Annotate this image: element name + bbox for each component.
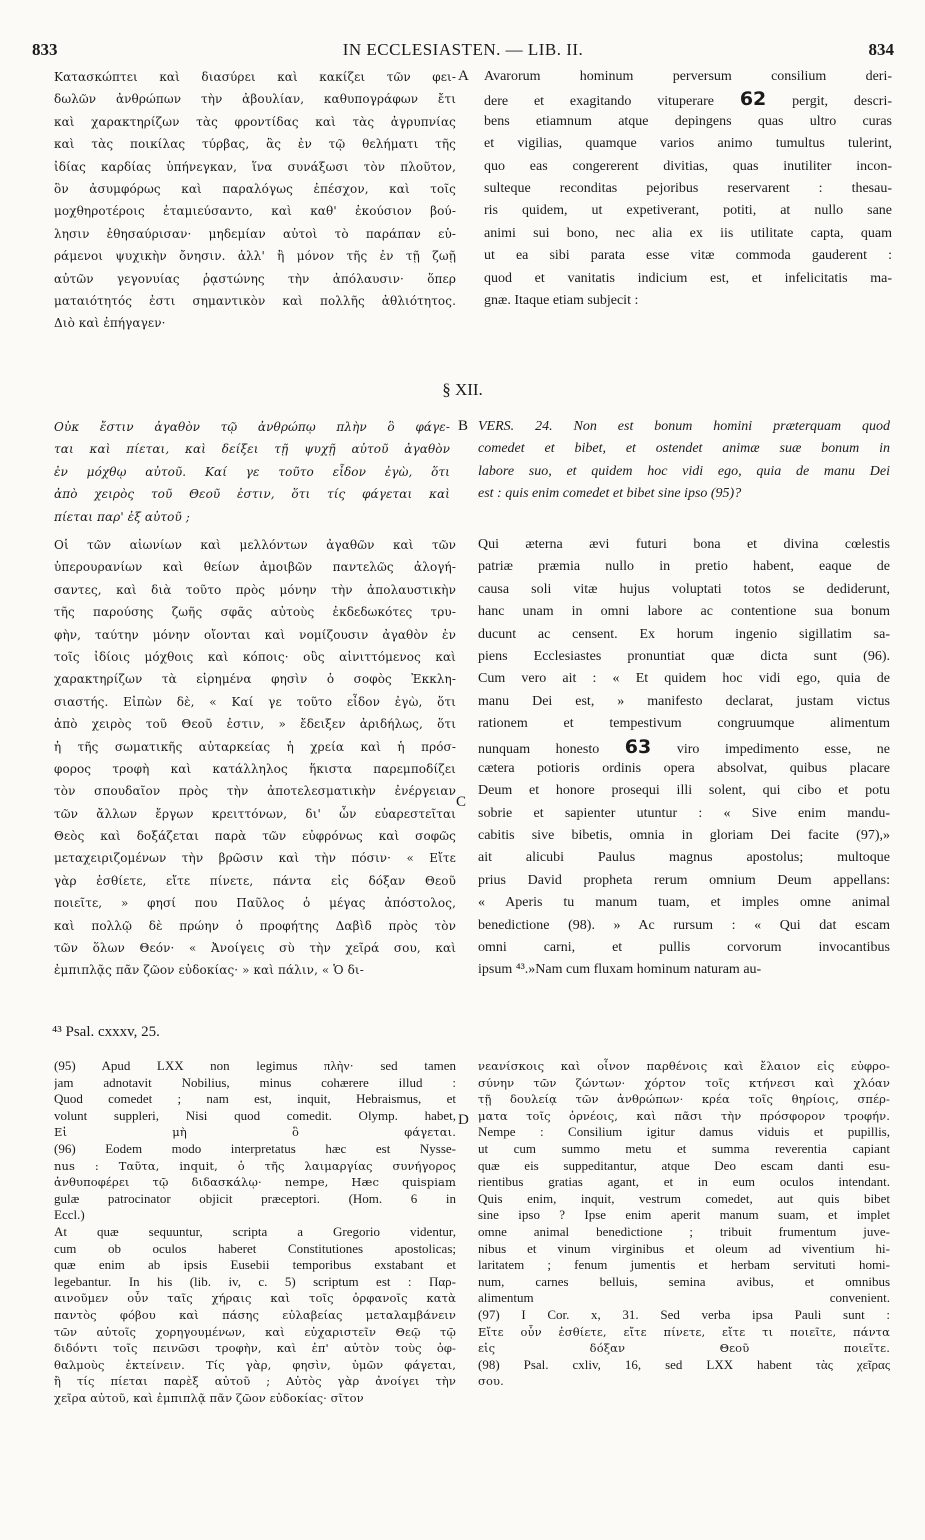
- text-line: ἀπὸ χειρὸς τοῦ Θεοῦ ἐστιν, ὅτι τίς φάγεται καὶ: [54, 487, 450, 502]
- text-line: Quod comedet ; nam est, inquit, Hebraismus, et: [54, 1091, 456, 1107]
- text-line: τὸν σπουδαῖον πρὸς τὴν ἀποτελεσματικὴν ἐνέργειαν: [54, 784, 456, 799]
- text-line: ται καὶ πίεται, καὶ δείξει τῇ ψυχῇ αὐτοῦ ἀγαθὸν: [54, 442, 450, 457]
- text-line: Εἴτε οὖν ἐσθίετε, εἴτε πίνετε, εἴτε τι ποιεῖτε, πάντα: [478, 1324, 890, 1339]
- original-page-number: 63: [624, 735, 652, 758]
- top-latin-column: [484, 66, 892, 312]
- text-line: quod et vanitatis indicium est, et infelicitatis ma-: [484, 270, 892, 286]
- verse-greek-column: [54, 416, 450, 528]
- text-line: ἀνθυποφέρει τῷ διδασκάλῳ· nempe, Hæc quispiam: [54, 1175, 456, 1190]
- text-line: ἐν μόχθῳ αὐτοῦ. Καί γε τοῦτο εἶδον ἐγὼ, ὅτι: [54, 464, 450, 479]
- text-line: τῶν αὐτοῖς χορηγουμένων, καὶ εὐχαριστεῖν Θεῷ τῷ: [54, 1324, 456, 1339]
- text-line: χαρακτηρίζων τὰ εἰρημένα φησὶν ὁ σοφὸς Ἐκκλη-: [54, 672, 456, 687]
- text-line: Θεὸς καὶ δοξάζεται παρὰ τῶν εὐφρόνως καὶ σοφῶς: [54, 829, 456, 844]
- text-line: αὐτῶν γεγονυίας ῥᾳστώνης τὴν ἀπόλαυσιν· ὅπερ: [54, 271, 456, 286]
- text-line: comedet et bibet, et ostendet animæ suæ bonum in: [478, 441, 890, 457]
- text-line: τοῖς ἰδίοις μόχθοις καὶ κόποις· οὓς αἰνιττόμενος καὶ: [54, 649, 456, 664]
- text-line: omni carni, et pullis corvorum invocantibus: [478, 940, 890, 956]
- margin-letter-a: A: [458, 68, 469, 84]
- text-line: ait alicubi Paulus magnus apostolus; multoque: [478, 850, 890, 866]
- text-line: ἐμπιπλᾷς πᾶν ζῶον εὐδοκίας· » καὶ πάλιν, « Ὁ δι-: [54, 963, 364, 978]
- text-line: σιαστής. Εἰπὼν δὲ, « Καί γε τοῦτο εἶδον ἐγὼ, ὅτι: [54, 694, 456, 709]
- text-line: laritatem ; fenum jumentis et herbam servituti homi-: [478, 1257, 890, 1273]
- text-line: αινοῦμεν οὖν ταῖς χήραις καὶ τοῖς ὀρφανοῖς κατὰ: [54, 1291, 456, 1306]
- text-line: Κατασκώπτει καὶ διασύρει καὶ κακίζει τῶν φει-: [54, 70, 456, 84]
- margin-letter-b: B: [458, 418, 469, 434]
- text-line: μοχθηροτέροις ἐταμιεύσαντο, καὶ καθ' ἑκούσιον βού-: [54, 204, 456, 219]
- page-number-right: 834: [868, 40, 894, 59]
- text-line: τῇ δουλείᾳ τῶν ἀνθρώπων· κρέα τοῖς θηρίοις, σπέρ-: [478, 1092, 890, 1107]
- text-line: ducunt ac censent. Ex horum ingenio sigillatim sa-: [478, 626, 890, 642]
- text-line: sulteque reconditas pejoribus reservarent : thesau-: [484, 180, 892, 196]
- text-line: ris quidem, ut expetiverant, potiti, at nullo sane: [484, 203, 892, 219]
- text-line: φορος τροφὴ καὶ κατάλληλος ἥκιστα παρεμποδίζει: [54, 761, 456, 776]
- text-line: rationem et tempestivum congruumque alimentum: [478, 716, 890, 732]
- text-line: alimentum convenient.: [478, 1290, 890, 1306]
- text-line: labore suo, et quidem hoc vidi ego, quia de manu Dei: [478, 463, 890, 479]
- text-line: (98) Psal. cxliv, 16, sed LXX habent τὰς χεῖρας: [478, 1356, 890, 1372]
- text-line: νεανίσκοις καὶ οἶνον παρθένοις καὶ ἔλαιον εἰς εὐφρο-: [478, 1059, 890, 1073]
- text-line: χεῖρα αὐτοῦ, καὶ ἐμπιπλᾷ πᾶν ζῶον εὐδοκίας· σῖτον: [54, 1390, 364, 1405]
- text-line: prius David propheta rerum omnium Deum appellans:: [478, 872, 890, 888]
- text-line: σαντες, καὶ διὰ τοῦτο πρὸς μόνην τὴν ἀπολαυστικὴν: [54, 582, 456, 597]
- text-line: τῶν ὅλων Θεόν· « Ἀνοίγεις σὺ τὴν χεῖρά σου, καὶ: [54, 941, 456, 956]
- text-line: (96) Eodem modo interpretatus hæc est Nysse-: [54, 1140, 456, 1156]
- text-line: Eccl.): [54, 1207, 85, 1223]
- text-line: cætera potioris ordinis opera absolvat, quibus placare: [478, 760, 890, 776]
- text-line: nunquam honesto 63 viro impedimento esse, ne: [478, 735, 890, 758]
- text-line: VERS. 24. Non est bonum homini præterquam quod: [478, 419, 890, 434]
- original-page-number: 62: [739, 88, 767, 111]
- text-line: num, carnes belluis, semina avibus, et omnibus: [478, 1273, 890, 1289]
- text-line: θαλμοὺς ἐκτείνειν. Τίς γὰρ, φησὶν, ὑμῶν φάγεται,: [54, 1357, 456, 1372]
- text-line: animi sui bono, nec alia ex iis utilitate capta, quam: [484, 225, 892, 241]
- text-line: cum ob oculos haberet Constitutiones apostolicas;: [54, 1240, 456, 1256]
- text-line: σου.: [478, 1374, 504, 1389]
- text-line: ὑπερουρανίων καὶ θείων ἀμοιβῶν παντελῶς ἀλογή-: [54, 560, 456, 575]
- text-line: benedictione (98). » Ac rursum : « Qui dat escam: [478, 917, 890, 933]
- text-line: bens etiamnum atque depingens quas ultro curas: [484, 113, 892, 129]
- text-line: quæ enim ab ipsis Eusebii temporibus exstabant et: [54, 1257, 456, 1273]
- section-heading: § XII.: [442, 380, 483, 399]
- text-line: dere et exagitando vituperare 62 pergit, descri-: [484, 88, 892, 111]
- text-line: γὰρ ἐσθίετε, εἴτε πίνετε, πάντα εἰς δόξαν Θεοῦ: [54, 873, 456, 888]
- text-line: ut ea sibi parata esse vitæ commoda gauderent :: [484, 248, 892, 264]
- text-line: λησιν ἐθησαύρισαν· μηδεμίαν αὐτοὶ τὸ παράπαν εὑ-: [54, 226, 456, 241]
- running-title: IN ECCLESIASTEN. — LIB. II.: [342, 40, 584, 59]
- psalm-reference: ⁴³ Psal. cxxxv, 25.: [52, 1024, 160, 1040]
- footnotes-right-column: [478, 1058, 890, 1390]
- running-header: [32, 40, 894, 62]
- text-line: Οὐκ ἔστιν ἀγαθὸν τῷ ἀνθρώπῳ πλὴν ὃ φάγε-: [54, 420, 450, 434]
- text-line: patriæ præmia nullo in pretio habent, eaque de: [478, 559, 890, 575]
- text-line: gulæ patrocinator objicit præceptori. (Hom. 6 in: [54, 1190, 456, 1206]
- text-line: « Aperis tu manum tuam, et imples omne animal: [478, 895, 890, 911]
- text-line: διδόντι τοῖς πεινῶσι τροφὴν, καὶ ἐπ' αὐτὸν τοὺς ὀφ-: [54, 1341, 456, 1356]
- text-line: manu Dei est, » manifesto declarat, justam victus: [478, 693, 890, 709]
- text-line: καὶ τὰς ποικίλας τύρβας, ἃς ἐν τῷ θελήματι τῆς: [54, 137, 456, 152]
- text-line: τῶν ἄλλων ἔργων κρειττόνων, δι' ὧν εὐαρεστεῖται: [54, 806, 456, 821]
- text-line: gnæ. Itaque etiam subjecit :: [484, 292, 639, 308]
- text-line: ματαιότητός ἐστι σημαντικὸν καὶ πολλῆς ἀθλιότητος.: [54, 293, 456, 308]
- text-line: ἢ τίς πίεται παρὲξ αὐτοῦ ; Αὐτὸς γὰρ ἀνοίγει τὴν: [54, 1374, 456, 1389]
- text-line: jam adnotavit Nobilius, minus cohærere illud :: [54, 1074, 456, 1090]
- text-line: ipsum ⁴³.»Nam cum fluxam hominum naturam au-: [478, 962, 762, 978]
- margin-letter-c: C: [456, 794, 467, 810]
- text-line: μεταχειριζομένων τὴν βρῶσιν καὶ τὴν πόσιν· « Εἴτε: [54, 851, 456, 866]
- text-line: Deum et honore prosequi illi solent, qui cibo et potu: [478, 783, 890, 799]
- text-line: παντὸς φόβου καὶ πάσης εὐλαβείας μεταλαμβάνειν: [54, 1307, 456, 1322]
- text-line: sobrie et sapienter utuntur : « Sive enim mandu-: [478, 805, 890, 821]
- text-line: Εἰ μὴ ὃ φάγεται.: [54, 1125, 456, 1140]
- text-line: nibus et vinum virginibus et oleum ad viventium hi-: [478, 1240, 890, 1256]
- text-line: quæ eis suppeditantur, atque Deo escam danti esu-: [478, 1157, 890, 1173]
- page-number-left: 833: [32, 40, 58, 59]
- text-line: Cum vero ait : « Et quidem hoc vidi ego, quia de: [478, 671, 890, 687]
- text-line: causa soli vitæ hujus voluptati totos se dediderunt,: [478, 581, 890, 597]
- text-line: καὶ πολλῷ δὲ πρώην ὁ προφήτης Δαβὶδ πρὸς τὸν: [54, 918, 456, 933]
- text-line: ἡ τῆς σωματικῆς αὐταρκείας ἡ χρεία καὶ ἡ πρόσ-: [54, 739, 456, 754]
- text-line: εἰς δόξαν Θεοῦ ποιεῖτε.: [478, 1341, 890, 1356]
- text-line: est : quis enim comedet et bibet sine ipso (95)?: [478, 486, 742, 502]
- text-line: Quis enim, inquit, vestrum comedet, aut quis bibet: [478, 1190, 890, 1206]
- footnotes-left-column: [54, 1058, 456, 1406]
- text-line: Οἱ τῶν αἰωνίων καὶ μελλόντων ἀγαθῶν καὶ τῶν: [54, 538, 456, 552]
- text-line: Avarorum hominum perversum consilium deri-: [484, 69, 892, 84]
- text-line: omne animal benedictione ; tribuit frumentum juve-: [478, 1223, 890, 1239]
- text-line: rientibus gratias agant, et in eum oculos intendant.: [478, 1174, 890, 1190]
- text-line: Διὸ καὶ ἐπήγαγεν·: [54, 316, 166, 331]
- top-greek-column: [54, 66, 456, 335]
- text-line: Qui æterna ævi futuri bona et divina cœlestis: [478, 537, 890, 552]
- text-line: At quæ sequuntur, scripta a Gregorio videntur,: [54, 1223, 456, 1239]
- text-line: Nempe : Consilium igitur damus viduis et pupillis,: [478, 1124, 890, 1140]
- text-line: πίεται παρ' ἐξ αὐτοῦ ;: [54, 509, 190, 524]
- text-line: et vigilias, quamque varios animo tumultus tulerint,: [484, 136, 892, 152]
- text-line: (97) I Cor. x, 31. Sed verba ipsa Pauli sunt :: [478, 1306, 890, 1322]
- text-line: cabitis sive bibetis, omnia in gloriam Dei facite (97),»: [478, 828, 890, 844]
- text-line: nus : Ταῦτα, inquit, ὁ τῆς λαιμαργίας συνήγορος: [54, 1158, 456, 1173]
- text-line: ματα τοῖς ὀρνέοις, καὶ πᾶσι τὴν πρόσφορον τροφήν.: [478, 1108, 890, 1123]
- text-line: volunt suppleri, Nisi quod comedit. Olymp. habet,: [54, 1107, 456, 1123]
- text-line: ὃν ἀσυμφόρως καὶ παραλόγως ἐπέσχον, καὶ τοῖς: [54, 181, 456, 196]
- text-line: καὶ χαρακτηρίζων τὰς φροντίδας καὶ τὰς ἀγρυπνίας: [54, 114, 456, 129]
- body-latin-column: [478, 534, 890, 982]
- body-greek-column: [54, 534, 456, 982]
- text-line: (95) Apud LXX non legimus πλὴν· sed tamen: [54, 1058, 456, 1073]
- text-line: ἰδίας καρδίας ὑπήνεγκαν, ἵνα συνάξωσι τὸν πλοῦτον,: [54, 159, 456, 174]
- text-line: hanc unam in omni labore ac contentione sua bonum: [478, 604, 890, 620]
- text-line: sine ipso ? Ipse enim aperit manum suam, et implet: [478, 1207, 890, 1223]
- text-line: φὴν, ταύτην μόνην οἴονται καὶ νομίζουσιν ἀγαθὸν ἐν: [54, 627, 456, 642]
- text-line: ἀπὸ χειρὸς τοῦ Θεοῦ ἐστιν, » ἔδειξεν ἀριδήλως, ὅτι: [54, 717, 456, 732]
- verse-latin-column: [478, 416, 890, 506]
- text-line: ποιεῖτε, » φησί που Παῦλος ὁ μέγας ἀπόστολος,: [54, 896, 456, 911]
- text-line: legebantur. In his (lib. iv, c. 5) scriptum est : Παρ-: [54, 1273, 456, 1289]
- text-line: τῆς παρούσης ζωῆς σφᾶς αὐτοὺς ἐκδεδωκότες τρυ-: [54, 605, 456, 620]
- text-line: ράμενοι ψυχικὴν ὄνησιν. ἀλλ' ἢ μόνον τῆς ἐν τῇ ζωῇ: [54, 249, 456, 264]
- text-line: piens Ecclesiastes pronuntiat quæ dicta sunt (96).: [478, 648, 890, 664]
- text-line: σύνην τῶν ζώντων· χόρτον τοῖς κτήνεσι καὶ χλόαν: [478, 1075, 890, 1090]
- text-line: δωλῶν ἀνθρώπων τὴν ἀβουλίαν, καθυπογράφων ἔτι: [54, 92, 456, 107]
- text-line: quo eas congererent divitias, quas inutiliter incon-: [484, 158, 892, 174]
- text-line: ut cum summo metu et summa reverentia capiant: [478, 1140, 890, 1156]
- margin-letter-d: D: [458, 1112, 469, 1128]
